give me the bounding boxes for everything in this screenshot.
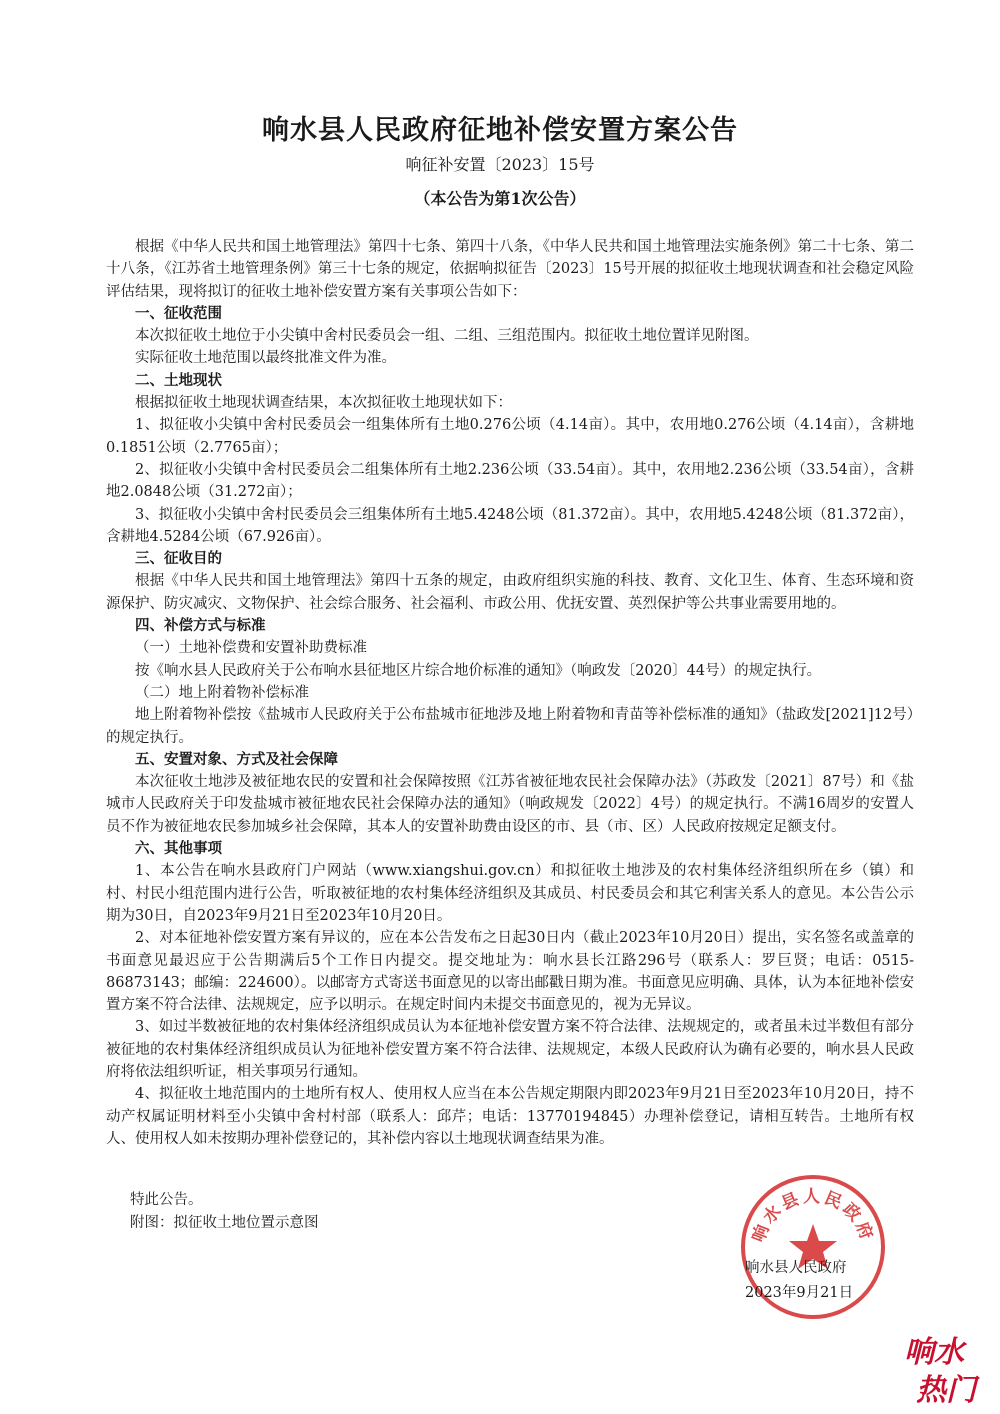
paragraph: 根据《中华人民共和国土地管理法》第四十五条的规定，由政府组织实施的科技、教育、文化卫生、体育、生态环境和资源保护、防灾减灾、文物保护、社会综合服务、社会福利、市政公用、优抚安置、英烈保护等公共事业需要用地的。: [106, 573, 914, 612]
section-heading: 六、其他事项: [135, 841, 222, 858]
signer-name: 响水县人民政府: [745, 1260, 847, 1276]
paragraph: 1、本公告在响水县政府门户网站（www.xiangshui.gov.cn）和拟征收土地涉及的农村集体经济组织所在乡（镇）和村、村民小组范围内进行公告，听取被征地的农村集体经济组织及其成员、村民委员会和其它利害关系人的意见。本公告公示期为30日，自2023年9月21日至2023年10月20日。: [106, 863, 914, 924]
document-body: [106, 236, 914, 1150]
seal-text: 响水县人民政府: [748, 1187, 878, 1246]
paragraph: 实际征收土地范围以最终批准文件为准。: [135, 350, 396, 367]
closing-statement: 特此公告。: [130, 1192, 203, 1208]
section-heading: 五、安置对象、方式及社会保障: [135, 751, 338, 768]
subheading: （一）土地补偿费和安置补助费标准: [135, 640, 367, 657]
paragraph: 4、拟征收土地范围内的土地所有权人、使用权人应当在本公告规定期限内即2023年9月21日至2023年10月20日，持不动产权属证明材料至小尖镇中舍村村部（联系人：邱芹；电话：13770194845）办理补偿登记，请相互转告。土地所有权人、使用权人如未按期办理补偿登记的，其补偿内容以土地现状调查结果为准。: [106, 1086, 914, 1147]
paragraph: 1、拟征收小尖镇中舍村民委员会一组集体所有土地0.276公顷（4.14亩）。其中，农用地0.276公顷（4.14亩），含耕地0.1851公顷（2.7765亩）；: [106, 417, 914, 456]
xiangshui-remen-logo-icon: [900, 1330, 990, 1406]
notice-count: （本公告为第1次公告）: [414, 189, 586, 208]
paragraph: 3、如过半数被征地的农村集体经济组织成员认为本征地补偿安置方案不符合法律、法规规定的，或者虽未过半数但有部分被征地的农村集体经济组织成员认为征地补偿安置方案不符合法律、法规规定，本级人民政府认为确有必要的，响水县人民政府将依法组织听证，相关事项另行通知。: [106, 1019, 914, 1080]
section-heading: 三、征收目的: [135, 551, 222, 568]
paragraph: 按《响水县人民政府关于公布响水县征地区片综合地价标准的通知》（响政发〔2020〕44号）的规定执行。: [135, 662, 822, 679]
subheading: （二）地上附着物补偿标准: [135, 684, 309, 701]
paragraph: 3、拟征收小尖镇中舍村民委员会三组集体所有土地5.4248公顷（81.372亩）。其中，农用地5.4248公顷（81.372亩），含耕地4.5284公顷（67.926亩）。: [106, 506, 914, 545]
paragraph: 2、对本征地补偿安置方案有异议的，应在本公告发布之日起30日内（截止2023年10月20日）提出，实名签名或盖章的书面意见最迟应于公告期满后5个工作日内提交。提交地址为：响水县长江路296号（联系人：罗巨贤；电话：0515-86873143；邮编：224600）。以邮寄方式寄送书面意见的以寄出邮戳日期为准。书面意见应明确、具体，认为本征地补偿安置方案不符合法律、法规规定，应予以明示。在规定时间内未提交书面意见的，视为无异议。: [106, 930, 914, 1014]
sign-date: 2023年9月21日: [745, 1285, 854, 1301]
paragraph: 地上附着物补偿按《盐城市人民政府关于公布盐城市征地涉及地上附着物和青苗等补偿标准的通知》（盐政发[2021]12号）的规定执行。: [106, 707, 914, 746]
document-number: 响征补安置〔2023〕15号: [405, 155, 595, 174]
paragraph: 2、拟征收小尖镇中舍村民委员会二组集体所有土地2.236公顷（33.54亩）。其中，农用地2.236公顷（33.54亩），含耕地2.0848公顷（31.272亩）；: [106, 461, 914, 501]
document-title: 响水县人民政府征地补偿安置方案公告: [262, 115, 738, 146]
paragraph: 根据拟征收土地现状调查结果，本次拟征收土地现状如下：: [135, 395, 512, 412]
paragraph: 本次征收土地涉及被征地农民的安置和社会保障按照《江苏省被征地农民社会保障办法》（苏政发〔2021〕87号）和《盐城市人民政府关于印发盐城市被征地农民社会保障办法的通知》（响政规发〔2022〕4号）的规定执行。不满16周岁的安置人员不作为被征地农民参加城乡社会保障，其本人的安置补助费由设区的市、县（市、区）人民政府按规定足额支付。: [106, 774, 914, 835]
section-heading: 二、土地现状: [135, 372, 222, 389]
paragraph: 本次拟征收土地位于小尖镇中舍村民委员会一组、二组、三组范围内。拟征收土地位置详见附图。: [135, 328, 759, 345]
attachment-note: 附图：拟征收土地位置示意图: [130, 1215, 319, 1231]
section-heading: 一、征收范围: [135, 305, 222, 322]
svg-text:响水: 响水: [904, 1335, 964, 1370]
section-heading: 四、补偿方式与标准: [135, 618, 266, 635]
intro-paragraph: 根据《中华人民共和国土地管理法》第四十七条、第四十八条，《中华人民共和国土地管理法实施条例》第二十七条、第二十八条，《江苏省土地管理条例》第三十七条的规定，依据响拟征告〔2023〕15号开展的拟征收土地现状调查和社会稳定风险评估结果，现将拟订的征收土地补偿安置方案有关事项公告如下：: [106, 239, 914, 300]
svg-text:热门: 热门: [916, 1373, 976, 1406]
